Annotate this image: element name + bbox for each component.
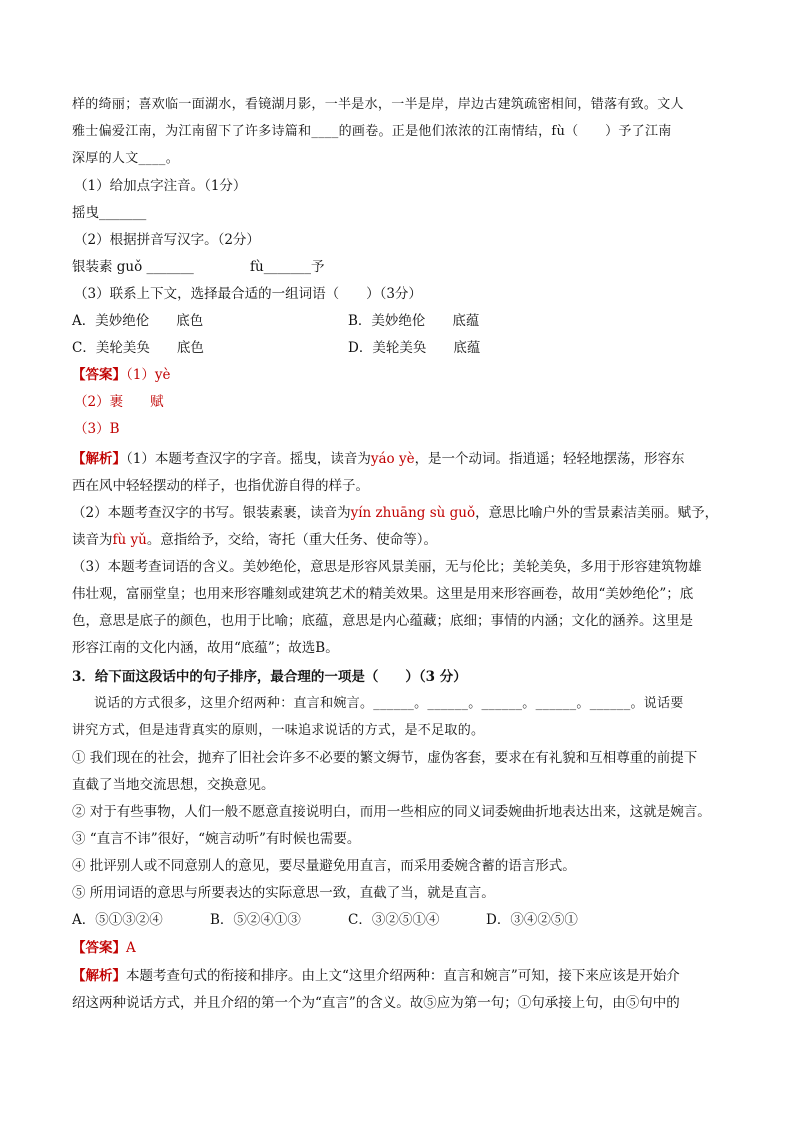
answer-tag: 【答案】 <box>72 367 126 383</box>
analysis-line-3 <box>72 503 724 523</box>
sentence-3: ③ “直言不讳”很好，“婉言动听”有时候也需要。 <box>72 831 361 847</box>
passage-line-1: 样的绮丽；喜欢临一面湖水，看镜湖月影，一半是水，一半是岸，岸边古建筑疏密相间，错落有致。文人 <box>72 97 684 112</box>
q3-prompt: （3）联系上下文，选择最合适的一组词语（ ）（3分） <box>74 286 422 302</box>
q3-analysis-tag: 【解析】 <box>72 968 126 984</box>
q2-answer-a: 银装素 guǒ _______ <box>72 259 194 275</box>
passage-line-2: 雅士偏爱江南，为江南留下了许多诗篇和____的画卷。正是他们浓浓的江南情结，fù（ ）予了江南 <box>72 124 672 139</box>
q3-answer-value: A <box>126 940 136 956</box>
analysis-l1-pre: （1）本题考查汉字的字音。摇曳，读音为 <box>126 451 371 467</box>
question-3-answer <box>72 938 724 958</box>
q3-options-cd <box>72 338 724 358</box>
analysis-l4-pre: 读音为 <box>72 532 113 548</box>
analysis-line-1 <box>72 449 724 469</box>
analysis-line-2: 西在风中轻轻摆动的样子，也指优游自得的样子。 <box>72 478 369 494</box>
q3-opt-d: D．③④②⑤① <box>486 912 578 928</box>
question-3-intro-2: 讲究方式，但是违背真实的原则，一味追求说话的方式，是不足取的。 <box>72 723 485 738</box>
q3-option-d: D．美轮美奂 底蕴 <box>348 340 481 356</box>
analysis-l3-post: ，意思比喻户外的雪景素洁美丽。赋予， <box>475 505 719 521</box>
q3-option-b: B．美妙绝伦 底蕴 <box>348 313 480 329</box>
analysis-line-5: （3）本题考查词语的含义。美妙绝伦，意思是形容风景美丽，无与伦比；美轮美奂，多用于形容建筑物雄 <box>72 559 702 575</box>
sentence-4: ④ 批评别人或不同意别人的意见，要尽量避免用直言，而采用委婉含蓄的语言形式。 <box>72 858 576 874</box>
q3-opt-b: B．⑤②④①③ <box>210 912 301 928</box>
q3-option-a: A．美妙绝伦 底色 <box>72 313 204 329</box>
analysis-l1-pinyin: yáo yè <box>370 451 415 467</box>
question-3-intro-1: 说话的方式很多，这里介绍两种：直言和婉言。______。______。______。______。______。说话要 <box>94 696 684 711</box>
q3-answer-tag: 【答案】 <box>72 940 126 956</box>
question-3-analysis-1 <box>72 966 724 986</box>
q3-options-ab <box>72 311 724 331</box>
question-3-options <box>72 910 724 930</box>
analysis-l3-pinyin: yín zhuāng sù guǒ <box>350 505 476 521</box>
sentence-1a: ① 我们现在的社会，抛弃了旧社会许多不必要的繁文缛节，虚伪客套，要求在有礼貌和互相尊重的前提下 <box>72 750 698 766</box>
answer-2: （2）裹 赋 <box>74 394 164 410</box>
analysis-l3-pre: （2）本题考查汉字的书写。银装素裹，读音为 <box>72 505 351 521</box>
answer-1: （1）yè <box>126 367 171 383</box>
analysis-line-6: 伟壮观，富丽堂皇；也用来形容雕刻或建筑艺术的精美效果。这里是用来形容画卷，故用“美妙绝伦”；底 <box>72 586 694 602</box>
sentence-1b: 直截了当地交流思想，交换意见。 <box>72 777 275 793</box>
analysis-line-4 <box>72 530 724 550</box>
sentence-5: ⑤ 所用词语的意思与所要表达的实际意思一致，直截了当，就是直言。 <box>72 885 495 901</box>
q1-prompt: （1）给加点字注音。（1分） <box>74 178 247 194</box>
analysis-line-8: 形容江南的文化内涵，故用“底蕴”；故选B。 <box>72 640 339 656</box>
q3-opt-a: A．⑤①③②④ <box>72 912 163 928</box>
answer-3: （3）B <box>74 421 120 437</box>
q2-prompt: （2）根据拼音写汉字。（2分） <box>74 232 260 248</box>
q2-answer-line <box>72 257 724 277</box>
question-3-analysis-2: 绍这两种说话方式，并且介绍的第一个为“直言”的含义。故⑤应为第一句；①句承接上句，由⑤句中的 <box>72 995 680 1011</box>
passage-line-3: 深厚的人文____。 <box>72 151 179 166</box>
question-3-title: 3．给下面这段话中的句子排序，最合理的一项是（ ）（3 分） <box>72 669 467 685</box>
q3-option-c: C．美轮美奂 底色 <box>72 340 204 356</box>
analysis-tag: 【解析】 <box>72 451 126 467</box>
analysis-l4-pinyin: fù yǔ <box>112 532 147 548</box>
q3-analysis-text-1: 本题考查句式的衔接和排序。由上文“这里介绍两种：直言和婉言”可知，接下来应该是开始介 <box>126 968 680 984</box>
analysis-l1-post: ，是一个动词。指逍遥；轻轻地摆荡，形容东 <box>414 451 685 467</box>
answer-line-1 <box>72 365 724 385</box>
sentence-2: ② 对于有些事物，人们一般不愿意直接说明白，而用一些相应的同义词委婉曲折地表达出来，这就是婉言。 <box>72 804 711 820</box>
q1-answer-line: 摇曳_______ <box>72 205 147 221</box>
q2-answer-b: fù_______予 <box>250 259 325 275</box>
analysis-l4-post: 。意指给予，交给，寄托（重大任务、使命等）。 <box>146 532 438 548</box>
q3-opt-c: C．③②⑤①④ <box>348 912 440 928</box>
analysis-line-7: 色，意思是底子的颜色，也用于比喻；底蕴，意思是内心蕴藏；底细；事情的内涵；文化的涵养。这里是 <box>72 613 693 629</box>
